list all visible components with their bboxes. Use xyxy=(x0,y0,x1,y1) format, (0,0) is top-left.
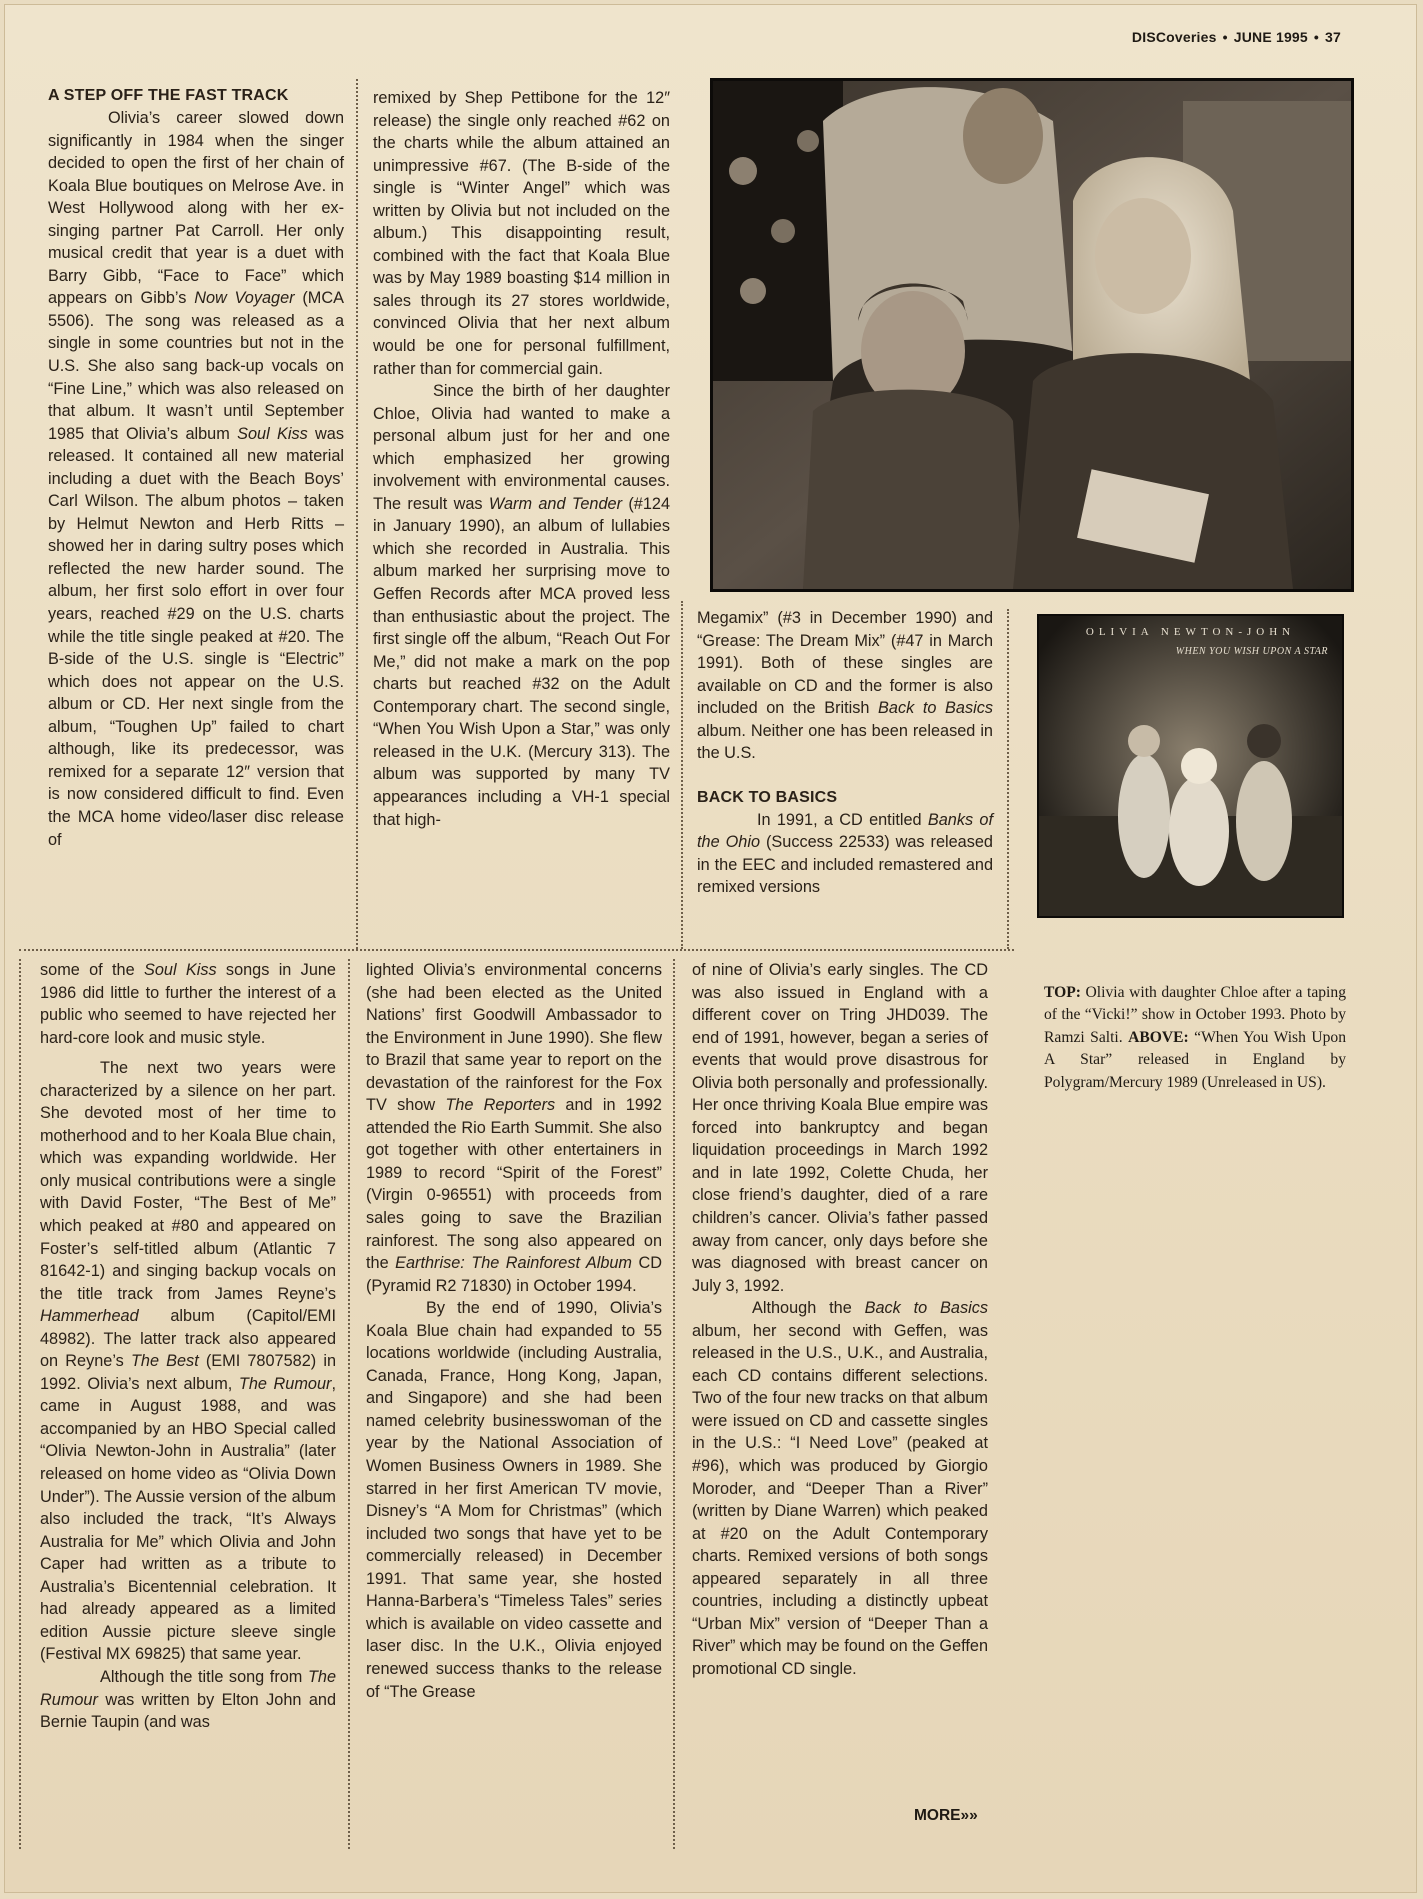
page-header: DISCoveries • JUNE 1995 • 37 xyxy=(1131,29,1341,45)
paragraph: Although the Back to Basics album, her second with Geffen, was released in the U.S., U.K., and Australia, each CD contains different selections. Two of the four new tracks on that album were issued on CD and cassette singles in the U.S.: “I Need Love” (peaked at #96), which was produced by Giorgio Moroder, and “Deeper Than a River” (written by Diane Warren) which peaked at #20 on the Adult Contemporary charts. Remixed versions of both songs appeared separately in all three countries, including a distinctly upbeat “Urban Mix” version of “Deeper Than a River” which may be found on the Geffen promotional CD single. xyxy=(692,1299,988,1678)
column-divider xyxy=(1007,609,1009,949)
column-5 xyxy=(366,959,662,1703)
photo-illustration xyxy=(713,81,1351,589)
paragraph: of nine of Olivia’s early singles. The CD was also issued in England with a different cover on Tring JHD039. The end of 1991, however, began a series of events that would prove disastrous for Olivia both personally and professionally. Her once thriving Koala Blue empire was forced into bankruptcy and began liquidation proceedings in March 1992 and in late 1992, Colette Chuda, her close friend’s daughter, died of a rare children’s cancer. Olivia’s father passed away from cancer, only days before she was diagnosed with breast cancer on July 3, 1992. xyxy=(692,961,988,1295)
page-edge-rule xyxy=(19,959,21,1849)
photo-olivia-and-chloe xyxy=(710,78,1354,592)
page-number: 37 xyxy=(1325,29,1341,45)
column-4 xyxy=(40,959,336,1734)
column-divider xyxy=(356,79,358,949)
column-1 xyxy=(48,85,344,851)
paragraph: By the end of 1990, Olivia’s Koala Blue chain had expanded to 55 locations worldwide (including Australia, Canada, France, Hong Kong, Japan, and Singapore) and she had been named celebrity businesswoman of the year by the National Association of Women Business Owners in 1989. She starred in her first American TV movie, Disney’s “A Mom for Christmas” (which included two songs that have yet to be commercially released) in December 1991. That same year, she hosted Hanna-Barbera’s “Timeless Tales” series which is available on video cassette and laser disc. In the U.K., Olivia enjoyed renewed success thanks to the release of “The Grease xyxy=(366,1299,662,1701)
section-heading-fast-track: A STEP OFF THE FAST TRACK xyxy=(48,87,289,104)
paragraph: lighted Olivia’s environmental concerns (she had been elected as the United Nations’ first Goodwill Ambassador to the Environment in June 1990). She flew to Brazil that same year to report on the devastation of the rainforest for the Fox TV show The Reporters and in 1992 attended the Rio Earth Summit. She also got together with other entertainers in 1989 to record “Spirit of the Forest” (Virgin 0-96551) with proceeds from sales going to save the Brazilian rainforest. The song also appeared on the Earthrise: The Rainforest Album CD (Pyramid R2 71830) in October 1994. xyxy=(366,961,662,1295)
caption-above-label: ABOVE: xyxy=(1128,1028,1189,1046)
column-2 xyxy=(373,87,670,831)
paragraph: In 1991, a CD entitled Banks of the Ohio (Success 22533) was released in the EEC and included remastered and remixed versions xyxy=(697,810,993,897)
paragraph: Since the birth of her daughter Chloe, Olivia had wanted to make a personal album just for her and one which emphasized her growing involvement with environmental causes. The result was Warm and Tender (#124 in January 1990), an album of lullabies which she recorded in Australia. This album marked her surprising move to Geffen Records after MCA proved less than enthusiastic about the project. The first single off the album, “Reach Out For Me,” did not make a mark on the pop charts but reached #32 on the Adult Contemporary chart. The second single, “When You Wish Upon a Star,” was only released in the U.K. (Mercury 313). The album was supported by many TV appearances including a VH-1 special that high- xyxy=(373,382,670,829)
column-divider xyxy=(348,959,350,1849)
section-heading-back-to-basics: BACK TO BASICS xyxy=(697,788,838,806)
cd-cover-when-you-wish xyxy=(1037,614,1344,918)
paragraph: some of the Soul Kiss songs in June 1986 did little to further the interest of a public who seemed to have rejected her hard-core look and music style. xyxy=(40,961,336,1047)
column-3-upper xyxy=(697,607,993,899)
row-divider xyxy=(19,949,1014,951)
photo-caption: TOP: Olivia with daughter Chloe after a taping of the “Vicki!” show in October 1993. Photo by Ramzi Salti. ABOVE: “When You Wish Upon A Star” released in England by Polygram/Mercury 1989 (Unreleased in US). xyxy=(1044,984,1347,1091)
column-divider xyxy=(673,959,675,1849)
magazine-page xyxy=(4,4,1417,1893)
paragraph: The next two years were characterized by a silence on her part. She devoted most of her time to motherhood and to her Koala Blue chain, which was expanding worldwide. Her only musical contributions were a single with David Foster, “The Best of Me” which peaked at #80 and appeared on Foster’s self-titled album (Atlantic 7 81642-1) and singing backup vocals on the title track from James Reyne’s Hammerhead album (Capitol/EMI 48982). The latter track also appeared on Reyne’s The Best (EMI 7807582) in 1992. Olivia’s next album, The Rumour, came in August 1988, and was accompanied by an HBO Special called “Olivia Newton-John in Australia” (later released on home video as “Olivia Down Under”). The Aussie version of the album also included the track, “It’s Always Australia for Me” which Olivia and John Caper had written as a tribute to Australia’s Bicentennial celebration. It had already appeared as a limited edition Aussie picture sleeve single (Festival MX 69825) that same year. xyxy=(40,1059,336,1664)
paragraph: remixed by Shep Pettibone for the 12″ release) the single only reached #62 on the charts while the album attained an unimpressive #67. (The B-side of the single is “Winter Angel” which was written by Olivia but not included on the album.) This disappointing result, combined with the fact that Koala Blue was by May 1989 boasting $14 million in sales through its 27 stores worldwide, convinced Olivia that her next album would be one for personal fulfillment, rather than for commercial gain. xyxy=(373,89,670,378)
cd-cover-art xyxy=(1039,616,1342,916)
caption-top-label: TOP: xyxy=(1044,984,1081,1001)
column-6 xyxy=(692,959,988,1681)
paragraph: Megamix” (#3 in December 1990) and “Grease: The Dream Mix” (#47 in March 1991). Both of these singles are available on CD and the former is also included on the British Back to Basics album. Neither one has been released in the U.S. xyxy=(697,609,993,763)
paragraph: Although the title song from The Rumour was written by Elton John and Bernie Taupin (and was xyxy=(40,1667,336,1732)
continued-more-link[interactable]: MORE»» xyxy=(914,1807,978,1824)
paragraph: Olivia’s career slowed down significantly in 1984 when the singer decided to open the first of her chain of Koala Blue boutiques on Melrose Ave. in West Hollywood along with her ex-singing partner Pat Carroll. Her only musical credit that year is a duet with Barry Gibb, “Face to Face” which appears on Gibb’s Now Voyager (MCA 5506). The song was released as a single in some countries but not in the U.S. She also sang back-up vocals on “Fine Line,” which was also released on that album. It wasn’t until September 1985 that Olivia’s album Soul Kiss was released. It contained all new material including a duet with the Beach Boys’ Carl Wilson. The album photos – taken by Helmut Newton and Herb Ritts – showed her in daring sultry poses which reflected the new harder sound. The album, her first solo effort in over four years, reached #29 on the U.S. charts while the title single peaked at #20. The B-side of the U.S. single is “Electric” which does not appear on the U.S. album or CD. Her next single from the album, “Toughen Up” failed to chart although, like its predecessor, was remixed for a separate 12″ version that is now considered difficult to find. Even the MCA home video/laser disc release of xyxy=(48,109,345,849)
cd-artist-name: OLIVIA NEWTON-JOHN xyxy=(1085,626,1296,638)
issue-date: JUNE 1995 xyxy=(1233,29,1308,45)
cd-album-title: WHEN YOU WISH UPON A STAR xyxy=(1175,646,1328,657)
magazine-name: DISCoveries xyxy=(1131,29,1217,45)
column-divider xyxy=(681,601,683,949)
